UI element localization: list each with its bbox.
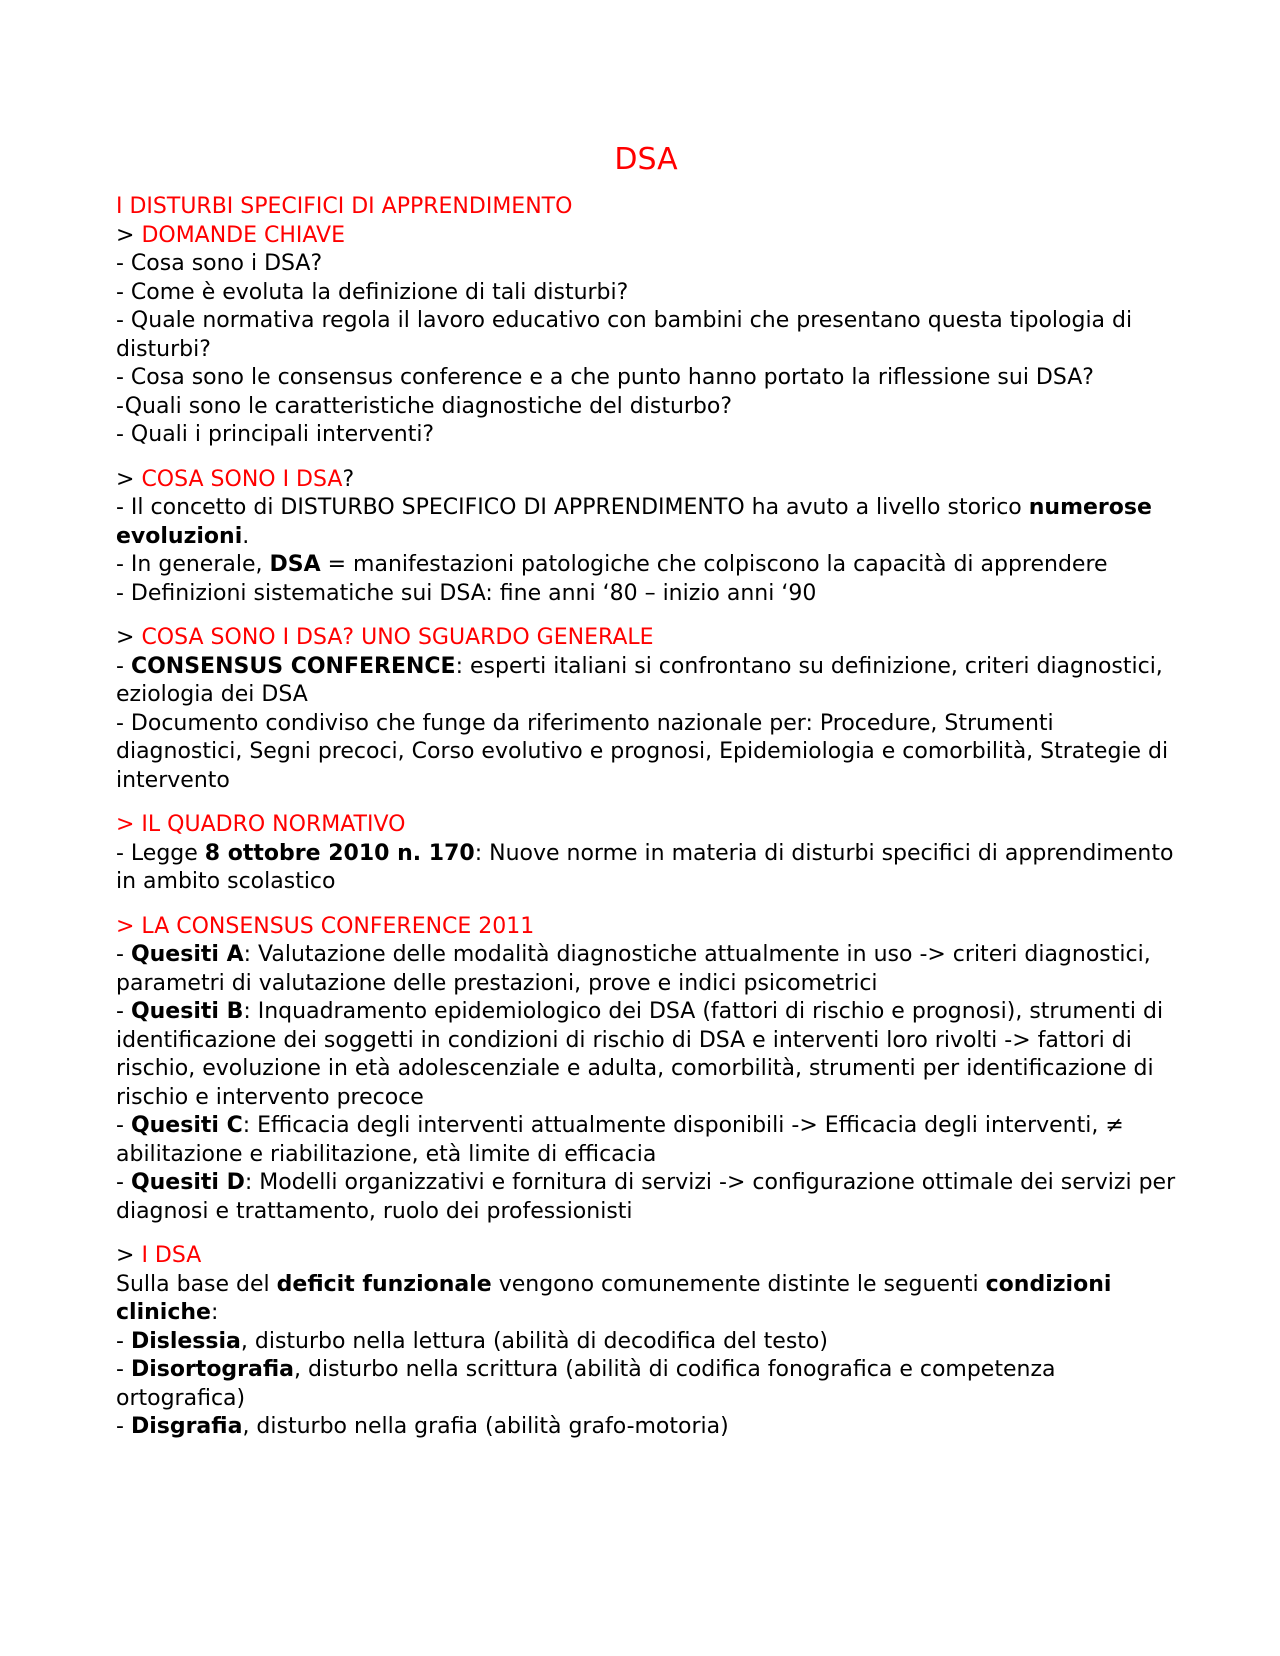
- section-heading: [116, 1242, 1176, 1271]
- list-bullet: -: [116, 1357, 131, 1382]
- paragraph: - Documento condiviso che funge da riferimento nazionale per: Procedure, Strumenti diagnostici, Segni precoci, Corso evolutivo e prognosi, Epidemiologia e comorbilità, Strategie di intervento: [116, 710, 1169, 793]
- paragraph-text: : Modelli organizzativi e fornitura di servizi -> configurazione ottimale dei servizi per diagnosi e trattamento, ruolo dei professionisti: [116, 1170, 1176, 1224]
- paragraph-text: : Valutazione delle modalità diagnostiche attualmente in uso -> criteri diagnostici, parametri di valutazione delle prestazioni, prove e indici psicometrici: [116, 942, 1151, 996]
- section-what-are-dsa: [116, 466, 1176, 609]
- bold-text: Quesiti A: [130, 942, 244, 967]
- question-item: -Quali sono le caratteristiche diagnostiche del disturbo?: [116, 393, 733, 419]
- heading-prefix: >: [116, 222, 142, 248]
- paragraph-text: : Efficacia degli interventi attualmente disponibili -> Efficacia degli interventi, ≠ abilitazione e riabilitazione, età limite di efficacia: [116, 1113, 1124, 1167]
- list-bullet: -: [116, 942, 131, 967]
- question-item: - Cosa sono i DSA?: [116, 251, 323, 276]
- paragraph: [116, 840, 1176, 897]
- list-item: [116, 1413, 1176, 1442]
- bold-text: Quesiti D: [130, 1170, 245, 1195]
- bold-text: Dislessia: [130, 1328, 241, 1354]
- paragraph-text: - In generale,: [116, 552, 270, 577]
- paragraph-text: vengono comunemente distinte le seguenti: [491, 1271, 986, 1297]
- heading-prefix: >: [116, 466, 142, 492]
- heading-suffix: ?: [342, 466, 355, 492]
- paragraph: [116, 551, 1176, 580]
- list-item: [116, 1169, 1176, 1226]
- bold-text: Quesiti C: [130, 1113, 243, 1138]
- question-item: - Come è evoluta la definizione di tali disturbi?: [116, 279, 629, 305]
- paragraph-text: , disturbo nella lettura (abilità di decodifica del testo): [240, 1328, 828, 1354]
- bold-text: Quesiti B: [130, 999, 244, 1024]
- paragraph-text: .: [242, 523, 250, 549]
- list-item: [116, 1328, 1176, 1357]
- heading-prefix: >: [116, 625, 142, 650]
- list-bullet: -: [116, 1170, 131, 1195]
- list-item: [116, 1112, 1176, 1169]
- section-heading: [116, 466, 1176, 495]
- paragraph-text: , disturbo nella grafia (abilità grafo-motoria): [242, 1414, 729, 1439]
- bold-text: Disortografia: [130, 1357, 295, 1382]
- paragraph-text: - Il concetto di DISTURBO SPECIFICO DI APPRENDIMENTO ha avuto a livello storico: [116, 495, 1029, 520]
- heading-text: DOMANDE CHIAVE: [141, 222, 346, 248]
- list-item: [116, 998, 1176, 1112]
- question-item: - Quali i principali interventi?: [116, 422, 435, 447]
- bold-text: condizioni cliniche: [116, 1271, 1112, 1325]
- paragraph-text: = manifestazioni patologiche che colpiscono la capacità di apprendere: [320, 552, 1108, 577]
- list-item: [116, 1356, 1176, 1413]
- section-general-overview: [116, 624, 1176, 795]
- paragraph: [116, 1271, 1176, 1328]
- question-item: - Quale normativa regola il lavoro educativo con bambini che presentano questa tipologia di disturbi?: [116, 308, 1133, 362]
- list-bullet: -: [116, 1414, 131, 1439]
- document-page: [116, 140, 1176, 1442]
- section-consensus-conference-2011: [116, 913, 1176, 1227]
- section-heading: [116, 624, 1176, 653]
- paragraph-text: , disturbo nella scrittura (abilità di codifica fonografica e competenza ortografica): [116, 1357, 1056, 1411]
- bold-text: deficit funzionale: [276, 1271, 492, 1297]
- paragraph-text: : Inquadramento epidemiologico dei DSA (fattori di rischio e prognosi), strumenti di identificazione dei soggetti in condizioni di rischio di DSA e interventi loro rivolti -> fattori di rischio, evoluzione in età adolescenziale e adulta, comorbilità, strumenti per identificazione di rischio e intervento precoce: [116, 999, 1164, 1110]
- paragraph: - Definizioni sistematiche sui DSA: fine anni ‘80 – inizio anni ‘90: [116, 580, 817, 606]
- bold-text: DSA: [269, 552, 321, 577]
- paragraph: [116, 494, 1176, 551]
- paragraph-text: -: [116, 653, 131, 679]
- paragraph-text: - Legge: [116, 840, 205, 866]
- heading-text: COSA SONO I DSA: [141, 466, 343, 492]
- bold-text: numerose evoluzioni: [116, 495, 1152, 549]
- section-heading: > IL QUADRO NORMATIVO: [116, 812, 406, 837]
- paragraph-text: : Nuove norme in materia di disturbi specifici di apprendimento in ambito scolastico: [116, 840, 1174, 894]
- paragraph-text: : esperti italiani si confrontano su definizione, criteri diagnostici, eziologia dei DSA: [116, 653, 1163, 707]
- subheading-key-questions: [116, 222, 1176, 251]
- question-item: - Cosa sono le consensus conference e a che punto hanno portato la riflessione sui DSA?: [116, 365, 1094, 390]
- heading-text: COSA SONO I DSA? UNO SGUARDO GENERALE: [141, 625, 654, 650]
- bold-text: Disgrafia: [130, 1414, 243, 1439]
- list-bullet: -: [116, 1113, 131, 1138]
- section-key-questions: [116, 193, 1176, 450]
- list-item: [116, 941, 1176, 998]
- heading-text: I DSA: [141, 1243, 202, 1268]
- list-bullet: -: [116, 1328, 131, 1354]
- bold-text: CONSENSUS CONFERENCE: [130, 653, 456, 679]
- list-bullet: -: [116, 999, 131, 1024]
- section-heading: > LA CONSENSUS CONFERENCE 2011: [116, 913, 535, 939]
- heading-prefix: >: [116, 1243, 142, 1268]
- main-heading: I DISTURBI SPECIFICI DI APPRENDIMENTO: [116, 194, 573, 219]
- paragraph: [116, 653, 1176, 710]
- paragraph-text: Sulla base del: [116, 1271, 277, 1297]
- document-title: DSA: [614, 142, 678, 177]
- bold-text: 8 ottobre 2010 n. 170: [204, 840, 475, 866]
- section-regulatory-framework: [116, 811, 1176, 897]
- section-the-dsa: [116, 1242, 1176, 1442]
- paragraph-text: :: [210, 1300, 219, 1325]
